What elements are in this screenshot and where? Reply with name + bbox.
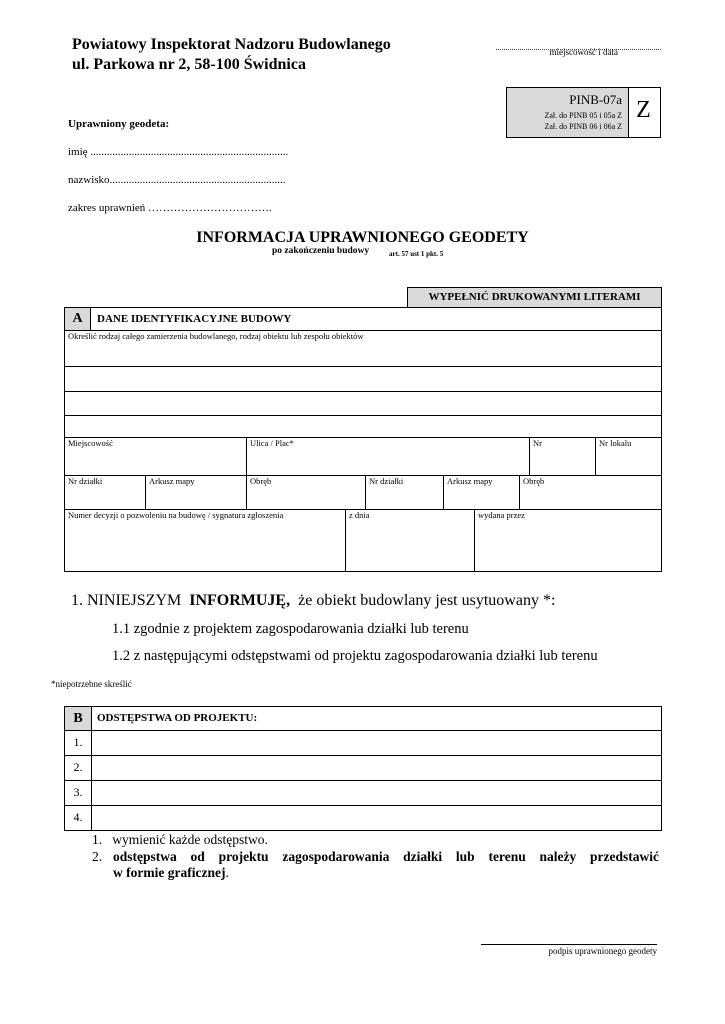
note-2-line-1: odstępstwa od projektu zagospodarowania działki lub terenu należy przedstawić [113, 849, 659, 864]
form-letter: Z [627, 87, 661, 138]
scope-field[interactable]: zakres uprawnień ……………………………. [68, 202, 272, 214]
map-sheet-field-2[interactable] [443, 475, 520, 509]
note-2-number: 2. [92, 849, 103, 864]
describe-field[interactable] [65, 330, 661, 366]
plot-number-field-2[interactable] [365, 475, 444, 509]
fill-note: WYPEŁNIĆ DRUKOWANYMI LITERAMI [407, 287, 662, 308]
section-b-letter: B [65, 707, 91, 730]
describe-line-3[interactable] [65, 391, 661, 415]
section-b [64, 706, 662, 831]
street-field[interactable] [246, 437, 530, 475]
statement-bold: INFORMUJĘ, [189, 592, 291, 609]
section-a [64, 307, 662, 572]
note-2-emphasis: w formie graficznej [113, 865, 226, 880]
deviation-row-number: 3. [73, 785, 83, 799]
describe-line-2[interactable] [65, 366, 661, 390]
deviation-row-number: 1. [73, 735, 83, 749]
office-address: ul. Parkowa nr 2, 58-100 Świdnica [72, 56, 306, 73]
unit-number-field[interactable] [595, 437, 661, 475]
note-1 [92, 832, 268, 848]
place-date-label: miejscowość i data [549, 47, 618, 57]
form-code: PINB-07a [569, 92, 622, 107]
note-1-text: wymienić każde odstępstwo. [112, 832, 268, 847]
describe-label: Określić rodzaj całego zamierzenia budowlanego, rodzaj obiektu lub zespołu obiektów [68, 331, 364, 341]
precinct-label-2: Obręb [523, 476, 545, 486]
map-sheet-label-2: Arkusz mapy [447, 476, 493, 486]
number-field[interactable] [529, 437, 596, 475]
note-2-line-2 [113, 865, 229, 881]
form-code-box [506, 87, 629, 138]
issued-by-label: wydana przez [478, 510, 525, 520]
deviation-row-field[interactable] [92, 755, 661, 780]
statement-line [71, 592, 555, 610]
precinct-label-1: Obręb [250, 476, 272, 486]
street-label: Ulica / Plac* [250, 438, 294, 448]
precinct-field-1[interactable] [246, 475, 366, 509]
decision-date-field[interactable] [345, 509, 475, 571]
locality-field[interactable] [65, 437, 246, 475]
map-sheet-label-1: Arkusz mapy [149, 476, 195, 486]
note-2-end: . [225, 865, 229, 880]
number-label: Nr [533, 438, 542, 448]
decision-number-label: Numer decyzji o pozwoleniu na budowę / sygnatura zgłoszenia [68, 510, 284, 520]
plot-number-label-1: Nr działki [68, 476, 103, 486]
option-compliant[interactable]: 1.1 zgodnie z projektem zagospodarowania działki lub terenu [112, 621, 469, 637]
deviation-row-number: 2. [73, 760, 83, 774]
deviation-row-field[interactable] [92, 780, 661, 805]
signature-label: podpis uprawnionego geodety [548, 946, 657, 956]
option-deviations[interactable]: 1.2 z następującymi odstępstwami od projektu zagospodarowania działki lub terenu [112, 648, 598, 664]
form-ref-1: Zał. do PINB 05 i 05a Z [544, 111, 622, 120]
statement-suffix: że obiekt budowlany jest usytuowany *: [298, 592, 556, 609]
section-b-title: ODSTĘPSTWA OD PROJEKTU: [97, 712, 258, 724]
section-a-letter: A [65, 308, 91, 330]
legal-basis: art. 57 ust 1 pkt. 5 [389, 250, 444, 258]
footnote: *niepotrzebne skreślić [51, 679, 132, 689]
plot-number-field-1[interactable] [65, 475, 145, 509]
note-1-number: 1. [92, 832, 103, 847]
page-title: INFORMACJA UPRAWNIONEGO GEODETY [196, 229, 529, 246]
deviation-row-number: 4. [73, 810, 83, 824]
precinct-field-2[interactable] [519, 475, 661, 509]
first-name-field[interactable]: imię ........................................................................ [68, 146, 289, 158]
office-name: Powiatowy Inspektorat Nadzoru Budowlanego [72, 36, 391, 53]
section-a-title: DANE IDENTYFIKACYJNE BUDOWY [97, 313, 292, 325]
surveyor-heading: Uprawniony geodeta: [68, 118, 170, 130]
deviation-row-field[interactable] [92, 730, 661, 755]
signature-line[interactable] [481, 944, 657, 945]
unit-number-label: Nr lokalu [599, 438, 632, 448]
map-sheet-field-1[interactable] [145, 475, 247, 509]
statement-prefix: 1. NINIEJSZYM [71, 592, 182, 609]
decision-date-label: z dnia [349, 510, 370, 520]
plot-number-label-2: Nr działki [369, 476, 404, 486]
deviation-row-field[interactable] [92, 805, 661, 830]
locality-label: Miejscowość [68, 438, 113, 448]
page-subtitle: po zakończeniu budowy [272, 246, 370, 256]
issued-by-field[interactable] [474, 509, 661, 571]
last-name-field[interactable]: nazwisko................................................................ [68, 174, 286, 186]
decision-number-field[interactable] [65, 509, 345, 571]
form-ref-2: Zał. do PINB 06 i 06a Z [544, 122, 622, 131]
